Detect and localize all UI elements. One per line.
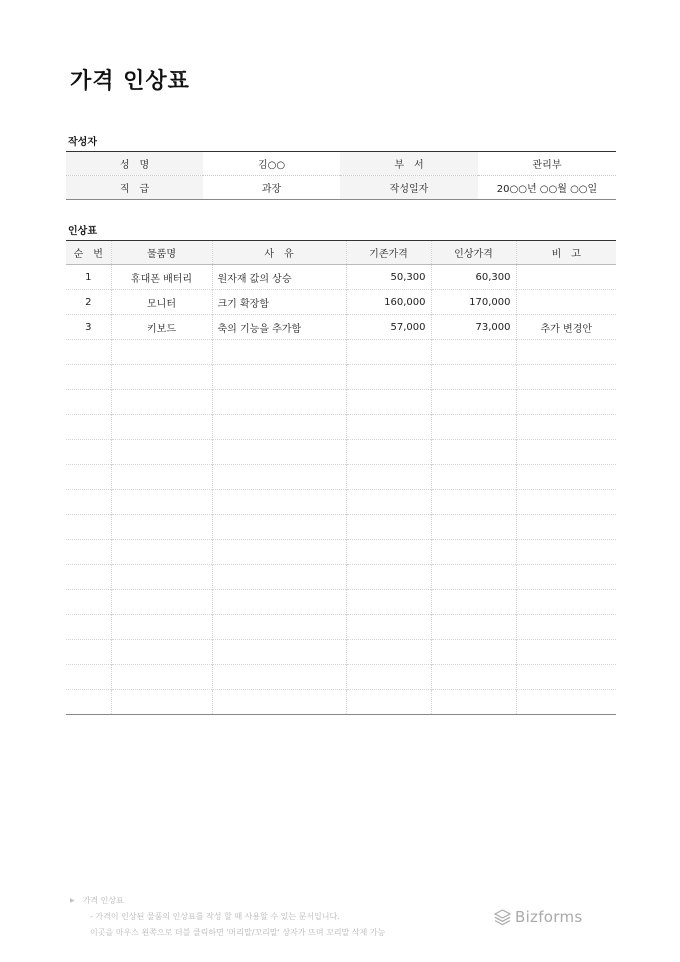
empty-cell xyxy=(66,415,111,440)
empty-cell xyxy=(431,565,516,590)
empty-cell xyxy=(516,465,616,490)
empty-cell xyxy=(66,465,111,490)
items-section-heading: 인상표 xyxy=(68,226,97,237)
empty-cell xyxy=(212,590,346,615)
empty-cell xyxy=(346,665,431,690)
empty-cell xyxy=(346,490,431,515)
empty-cell xyxy=(111,515,212,540)
empty-cell xyxy=(212,415,346,440)
page-footer xyxy=(70,893,385,941)
empty-cell xyxy=(346,540,431,565)
empty-cell xyxy=(431,515,516,540)
cell-old-price: 160,000 xyxy=(346,290,431,315)
empty-table-row xyxy=(66,490,616,515)
header-reason: 사 유 xyxy=(212,241,346,265)
price-increase-table xyxy=(66,240,616,715)
empty-cell xyxy=(111,690,212,715)
empty-cell xyxy=(66,565,111,590)
position-label: 직 급 xyxy=(66,176,203,200)
header-new-price: 인상가격 xyxy=(431,241,516,265)
empty-cell xyxy=(212,340,346,365)
empty-cell xyxy=(66,440,111,465)
empty-cell xyxy=(66,640,111,665)
empty-cell xyxy=(66,515,111,540)
footer-title: 가격 인상표 xyxy=(82,896,124,905)
cell-reason: 원자재 값의 상승 xyxy=(212,265,346,290)
empty-table-row xyxy=(66,540,616,565)
cell-note xyxy=(516,265,616,290)
footer-instruction: 이곳을 마우스 왼쪽으로 더블 클릭하면 '머리말/꼬리말' 상자가 뜨며 꼬리말 삭제 가능 xyxy=(90,928,386,937)
writer-section-heading: 작성자 xyxy=(68,137,97,148)
empty-cell xyxy=(346,615,431,640)
empty-cell xyxy=(66,665,111,690)
empty-cell xyxy=(212,540,346,565)
empty-table-row xyxy=(66,565,616,590)
empty-cell xyxy=(212,640,346,665)
triangle-right-icon: ▶ xyxy=(70,897,75,904)
empty-cell xyxy=(111,415,212,440)
cell-new-price: 73,000 xyxy=(431,315,516,340)
empty-cell xyxy=(516,440,616,465)
page-title: 가격 인상표 xyxy=(70,69,190,94)
empty-cell xyxy=(212,440,346,465)
empty-cell xyxy=(431,590,516,615)
empty-cell xyxy=(111,565,212,590)
empty-cell xyxy=(346,690,431,715)
cell-item-name: 모니터 xyxy=(111,290,212,315)
empty-cell xyxy=(431,615,516,640)
name-value: 김○○ xyxy=(257,160,286,171)
empty-cell xyxy=(431,390,516,415)
cell-item-name: 키보드 xyxy=(111,315,212,340)
date-value: 20○○년 ○○월 ○○일 xyxy=(478,176,616,200)
writer-table xyxy=(66,151,616,200)
empty-cell xyxy=(66,690,111,715)
empty-table-row xyxy=(66,340,616,365)
empty-cell xyxy=(516,365,616,390)
empty-cell xyxy=(346,415,431,440)
cell-new-price: 60,300 xyxy=(431,265,516,290)
empty-cell xyxy=(346,590,431,615)
empty-cell xyxy=(111,490,212,515)
empty-cell xyxy=(516,390,616,415)
cell-new-price: 170,000 xyxy=(431,290,516,315)
empty-cell xyxy=(111,615,212,640)
empty-cell xyxy=(212,565,346,590)
empty-cell xyxy=(431,365,516,390)
empty-cell xyxy=(66,340,111,365)
empty-cell xyxy=(66,390,111,415)
empty-cell xyxy=(111,540,212,565)
empty-cell xyxy=(111,465,212,490)
empty-cell xyxy=(516,590,616,615)
empty-table-row xyxy=(66,365,616,390)
table-row xyxy=(66,315,616,340)
empty-table-row xyxy=(66,390,616,415)
empty-cell xyxy=(431,440,516,465)
empty-cell xyxy=(431,415,516,440)
bizforms-logo-icon xyxy=(494,909,511,926)
empty-cell xyxy=(516,490,616,515)
writer-row xyxy=(66,152,616,176)
empty-table-row xyxy=(66,465,616,490)
position-value: 과장 xyxy=(203,176,340,200)
empty-cell xyxy=(66,590,111,615)
brand-logo xyxy=(494,908,583,926)
cell-note xyxy=(516,290,616,315)
empty-cell xyxy=(431,340,516,365)
empty-table-row xyxy=(66,415,616,440)
empty-cell xyxy=(516,690,616,715)
empty-cell xyxy=(431,465,516,490)
writer-row xyxy=(66,176,616,200)
cell-number: 1 xyxy=(66,265,111,290)
empty-cell xyxy=(431,665,516,690)
empty-cell xyxy=(346,340,431,365)
header-number: 순 번 xyxy=(66,241,111,265)
empty-cell xyxy=(66,540,111,565)
empty-cell xyxy=(212,390,346,415)
empty-cell xyxy=(431,490,516,515)
empty-cell xyxy=(431,640,516,665)
empty-table-row xyxy=(66,665,616,690)
empty-cell xyxy=(66,490,111,515)
department-value: 관리부 xyxy=(532,160,562,171)
brand-name: Bizforms xyxy=(515,908,583,926)
cell-old-price: 57,000 xyxy=(346,315,431,340)
table-header-row xyxy=(66,241,616,265)
empty-cell xyxy=(346,640,431,665)
empty-cell xyxy=(212,515,346,540)
empty-cell xyxy=(516,665,616,690)
empty-cell xyxy=(66,365,111,390)
footer-description: - 가격이 인상된 물품의 인상표를 작성 할 때 사용할 수 있는 문서입니다. xyxy=(90,912,340,921)
cell-item-name: 휴대폰 배터리 xyxy=(111,265,212,290)
empty-cell xyxy=(212,490,346,515)
empty-table-row xyxy=(66,615,616,640)
name-label: 성 명 xyxy=(66,152,203,176)
header-item-name: 물품명 xyxy=(111,241,212,265)
empty-cell xyxy=(516,565,616,590)
empty-cell xyxy=(346,565,431,590)
empty-cell xyxy=(516,340,616,365)
empty-table-row xyxy=(66,640,616,665)
cell-reason: 축의 기능을 추가함 xyxy=(212,315,346,340)
empty-cell xyxy=(346,390,431,415)
empty-cell xyxy=(212,690,346,715)
cell-number: 2 xyxy=(66,290,111,315)
empty-cell xyxy=(111,640,212,665)
empty-table-row xyxy=(66,590,616,615)
empty-cell xyxy=(346,365,431,390)
empty-cell xyxy=(111,340,212,365)
header-old-price: 기존가격 xyxy=(346,241,431,265)
empty-cell xyxy=(212,465,346,490)
empty-cell xyxy=(516,515,616,540)
empty-cell xyxy=(346,440,431,465)
cell-old-price: 50,300 xyxy=(346,265,431,290)
empty-cell xyxy=(212,365,346,390)
table-row xyxy=(66,265,616,290)
empty-table-row xyxy=(66,690,616,715)
department-label: 부 서 xyxy=(340,152,478,176)
empty-cell xyxy=(516,615,616,640)
empty-cell xyxy=(431,540,516,565)
empty-cell xyxy=(111,365,212,390)
cell-number: 3 xyxy=(66,315,111,340)
empty-cell xyxy=(66,615,111,640)
empty-cell xyxy=(516,640,616,665)
empty-cell xyxy=(516,540,616,565)
empty-cell xyxy=(212,615,346,640)
cell-reason: 크기 확장함 xyxy=(212,290,346,315)
empty-cell xyxy=(111,590,212,615)
empty-cell xyxy=(111,390,212,415)
empty-cell xyxy=(516,415,616,440)
empty-cell xyxy=(346,515,431,540)
empty-table-row xyxy=(66,515,616,540)
empty-cell xyxy=(111,665,212,690)
empty-cell xyxy=(212,665,346,690)
empty-cell xyxy=(346,465,431,490)
table-row xyxy=(66,290,616,315)
empty-cell xyxy=(431,690,516,715)
empty-cell xyxy=(111,440,212,465)
empty-table-row xyxy=(66,440,616,465)
cell-note: 추가 변경안 xyxy=(516,315,616,340)
header-note: 비 고 xyxy=(516,241,616,265)
date-label: 작성일자 xyxy=(340,176,478,200)
